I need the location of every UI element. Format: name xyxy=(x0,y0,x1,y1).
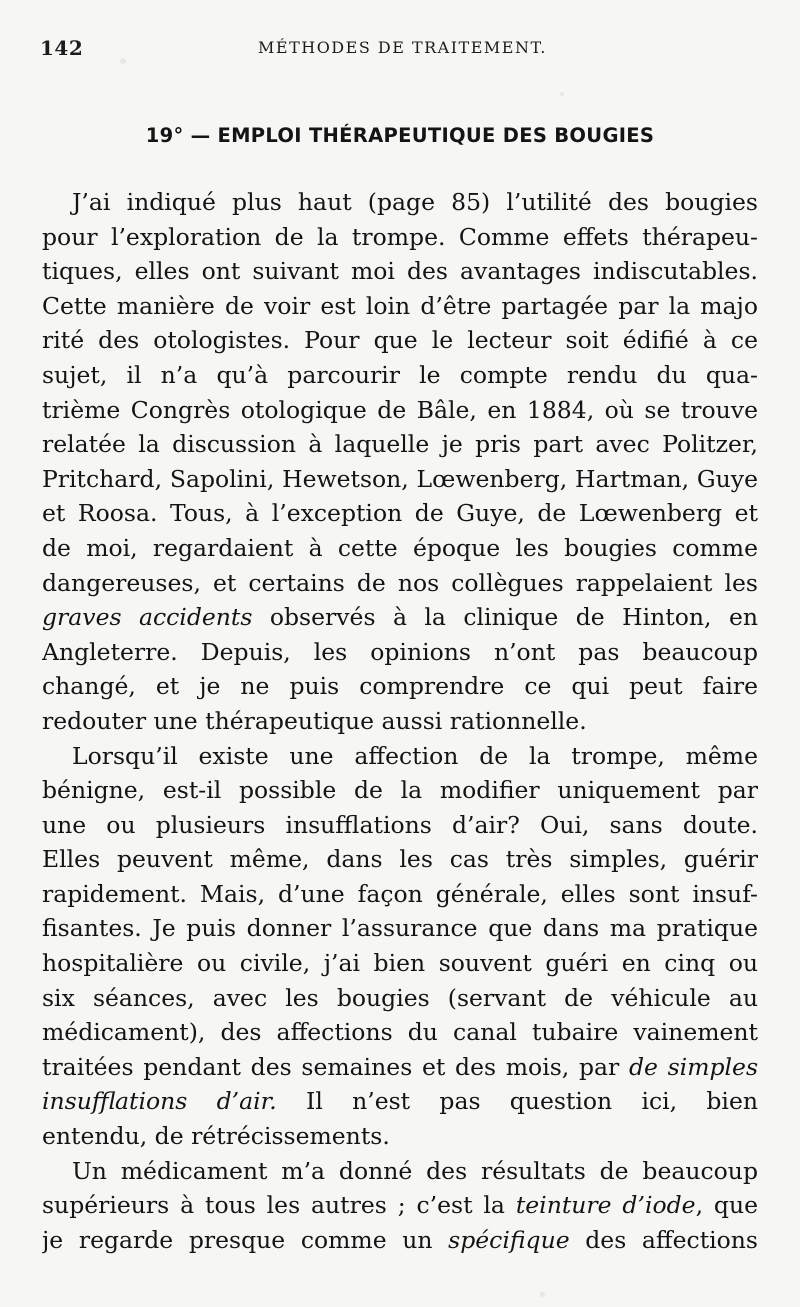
text-line: Un médicament m’a donné des résultats de beaucoup xyxy=(72,1156,758,1185)
running-head xyxy=(40,36,760,66)
text-line: sujet, il n’a qu’à parcourir le compte rendu du qua- xyxy=(42,360,758,389)
paper-speck xyxy=(560,92,564,96)
text-line: et Roosa. Tous, à l’exception de Guye, de Lœwenberg et xyxy=(42,499,758,528)
running-title: MÉTHODES DE TRAITEMENT. xyxy=(258,38,547,57)
text-run: je regarde presque comme un xyxy=(42,1225,449,1254)
text-line: Cette manière de voir est loin d’être partagée par la majo xyxy=(42,291,758,320)
text-run: , que xyxy=(695,1191,758,1220)
text-line: changé, et je ne puis comprendre ce qui peut faire xyxy=(42,672,758,701)
text-line: fisantes. Je puis donner l’assurance que dans ma pratique xyxy=(42,914,758,943)
text-line xyxy=(42,1050,758,1085)
text-run: traitées pendant des semaines et des mois, par xyxy=(42,1052,629,1081)
text-line: Angleterre. Depuis, les opinions n’ont pas beaucoup xyxy=(42,637,758,666)
text-line: Pritchard, Sapolini, Hewetson, Lœwenberg, Hartman, Guye xyxy=(42,464,758,493)
text-line xyxy=(42,1223,758,1258)
text-run: observés à la clinique de Hinton, en xyxy=(252,603,758,632)
text-line xyxy=(42,600,758,635)
text-line: J’ai indiqué plus haut (page 85) l’utilité des bougies xyxy=(72,188,758,216)
italic-text: spécifique xyxy=(448,1225,570,1254)
italic-text: graves accidents xyxy=(42,603,253,632)
text-line: rité des otologistes. Pour que le lecteur soit édifié à ce xyxy=(42,326,758,355)
text-line: six séances, avec les bougies (servant de véhicule au xyxy=(42,983,758,1012)
paper-speck xyxy=(540,1292,545,1297)
paragraph xyxy=(42,185,758,739)
paragraph xyxy=(42,739,758,1154)
text-line: une ou plusieurs insufflations d’air? Oui, sans doute. xyxy=(42,810,758,839)
text-line: tiques, elles ont suivant moi des avantages indiscutables. xyxy=(42,257,758,286)
text-line: pour l’exploration de la trompe. Comme effets thérapeu- xyxy=(42,222,758,251)
text-line: bénigne, est-il possible de la modifier uniquement par xyxy=(42,776,758,805)
text-run: Il n’est pas question ici, bien xyxy=(276,1087,758,1116)
text-line: relatée la discussion à laquelle je pris part avec Politzer, xyxy=(42,430,758,459)
text-line: entendu, de rétrécissements. xyxy=(42,1122,390,1151)
text-run: supérieurs à tous les autres ; c’est la xyxy=(42,1191,516,1220)
text-line: redouter une thérapeutique aussi rationnelle. xyxy=(42,706,587,735)
body-text xyxy=(42,185,758,1257)
italic-text: de simples xyxy=(628,1052,758,1081)
text-line: médicament), des affections du canal tubaire vainement xyxy=(42,1018,758,1047)
text-line: hospitalière ou civile, j’ai bien souvent guéri en cinq ou xyxy=(42,949,758,978)
text-line xyxy=(42,1084,758,1119)
text-run: des affections xyxy=(569,1225,758,1254)
text-line xyxy=(42,1188,758,1223)
text-line: trième Congrès otologique de Bâle, en 1884, où se trouve xyxy=(42,395,758,424)
paragraph xyxy=(42,1154,758,1258)
section-heading: 19° — EMPLOI THÉRAPEUTIQUE DES BOUGIES xyxy=(145,124,655,147)
italic-text: teinture d’iode xyxy=(515,1191,696,1220)
text-line: dangereuses, et certains de nos collègues rappelaient les xyxy=(42,568,758,597)
text-line: Lorsqu’il existe une affection de la trompe, même xyxy=(72,741,758,770)
text-line: rapidement. Mais, d’une façon générale, elles sont insuf- xyxy=(42,879,758,908)
text-line: de moi, regardaient à cette époque les bougies comme xyxy=(42,533,758,562)
text-line: Elles peuvent même, dans les cas très simples, guérir xyxy=(42,845,758,874)
page-number: 142 xyxy=(40,36,84,60)
italic-text: insufflations d’air. xyxy=(42,1087,277,1116)
